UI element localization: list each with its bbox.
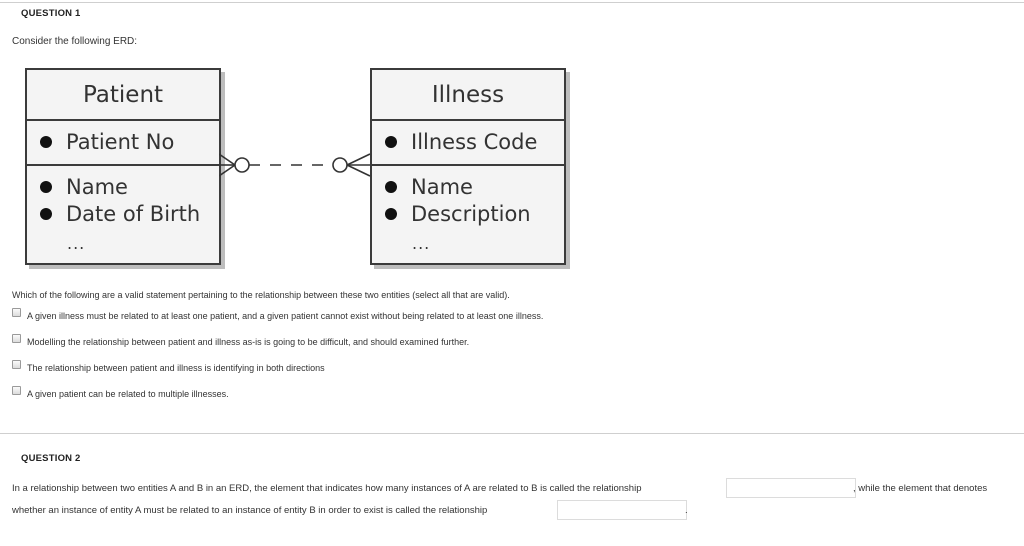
bullet-icon	[385, 208, 397, 220]
entity-divider	[372, 164, 564, 166]
option-checkbox[interactable]	[12, 386, 21, 395]
optional-circle-icon	[235, 158, 249, 172]
option-checkbox[interactable]	[12, 308, 21, 317]
patient-key-attribute-label: Patient No	[66, 130, 175, 154]
question-2-text-line-1: In a relationship between two entities A and B in an ERD, the element that indicates how many instances of A are related to B is called the relationship	[12, 483, 642, 494]
optional-circle-icon	[333, 158, 347, 172]
illness-attribute-label: Name	[411, 175, 473, 199]
patient-attribute	[40, 175, 128, 199]
question-1-prompt: Consider the following ERD:	[12, 36, 138, 47]
relationship-blank-2-input[interactable]	[557, 500, 687, 520]
question-1-title: QUESTION 1	[21, 8, 81, 19]
option-checkbox[interactable]	[12, 334, 21, 343]
patient-entity-name: Patient	[82, 81, 164, 108]
illness-key-attribute	[385, 130, 537, 154]
patient-attribute-label: Name	[66, 175, 128, 199]
question-1-stem: Which of the following are a valid statement pertaining to the relationship between these two entities (select all that are valid).	[12, 290, 510, 300]
option-label: A given patient can be related to multiple illnesses.	[27, 389, 229, 399]
illness-more-attributes: ...	[412, 234, 431, 253]
option-label: The relationship between patient and illness is identifying in both directions	[27, 363, 325, 373]
illness-attribute-label: Description	[411, 202, 531, 226]
bullet-icon	[385, 136, 397, 148]
option-label: Modelling the relationship between patient and illness as-is is going to be difficult, and should examined further.	[27, 337, 470, 347]
patient-key-attribute	[40, 130, 174, 154]
relationship-line	[219, 150, 371, 180]
illness-key-attribute-label: Illness Code	[411, 130, 538, 154]
illness-attribute	[385, 175, 473, 199]
crows-foot-many-icon	[347, 154, 370, 176]
relationship-blank-1-input[interactable]	[726, 478, 856, 498]
bullet-icon	[40, 136, 52, 148]
bullet-icon	[40, 181, 52, 193]
patient-attribute-label: Date of Birth	[66, 202, 201, 226]
entity-divider	[27, 119, 219, 121]
question-divider	[0, 433, 1024, 434]
patient-more-attributes: ...	[67, 234, 86, 253]
question-2-text-line-2: whether an instance of entity A must be related to an instance of entity B in order to exist is called the relationship	[12, 505, 488, 516]
bullet-icon	[385, 181, 397, 193]
patient-entity	[25, 68, 221, 265]
question-2-text-line-1-suffix: , while the element that denotes	[853, 483, 988, 494]
top-divider	[0, 2, 1024, 3]
entity-divider	[27, 164, 219, 166]
entity-divider	[372, 119, 564, 121]
bullet-icon	[40, 208, 52, 220]
patient-attribute	[40, 202, 200, 226]
option-checkbox[interactable]	[12, 360, 21, 369]
option-label: A given illness must be related to at least one patient, and a given patient cannot exist without being related to at least one illness.	[27, 311, 544, 321]
illness-entity	[370, 68, 566, 265]
illness-attribute	[385, 202, 531, 226]
illness-entity-name: Illness	[431, 81, 505, 108]
crows-foot-many-icon	[219, 154, 235, 176]
question-2-text-line-2-suffix: .	[685, 505, 688, 516]
question-2-title: QUESTION 2	[21, 453, 81, 464]
